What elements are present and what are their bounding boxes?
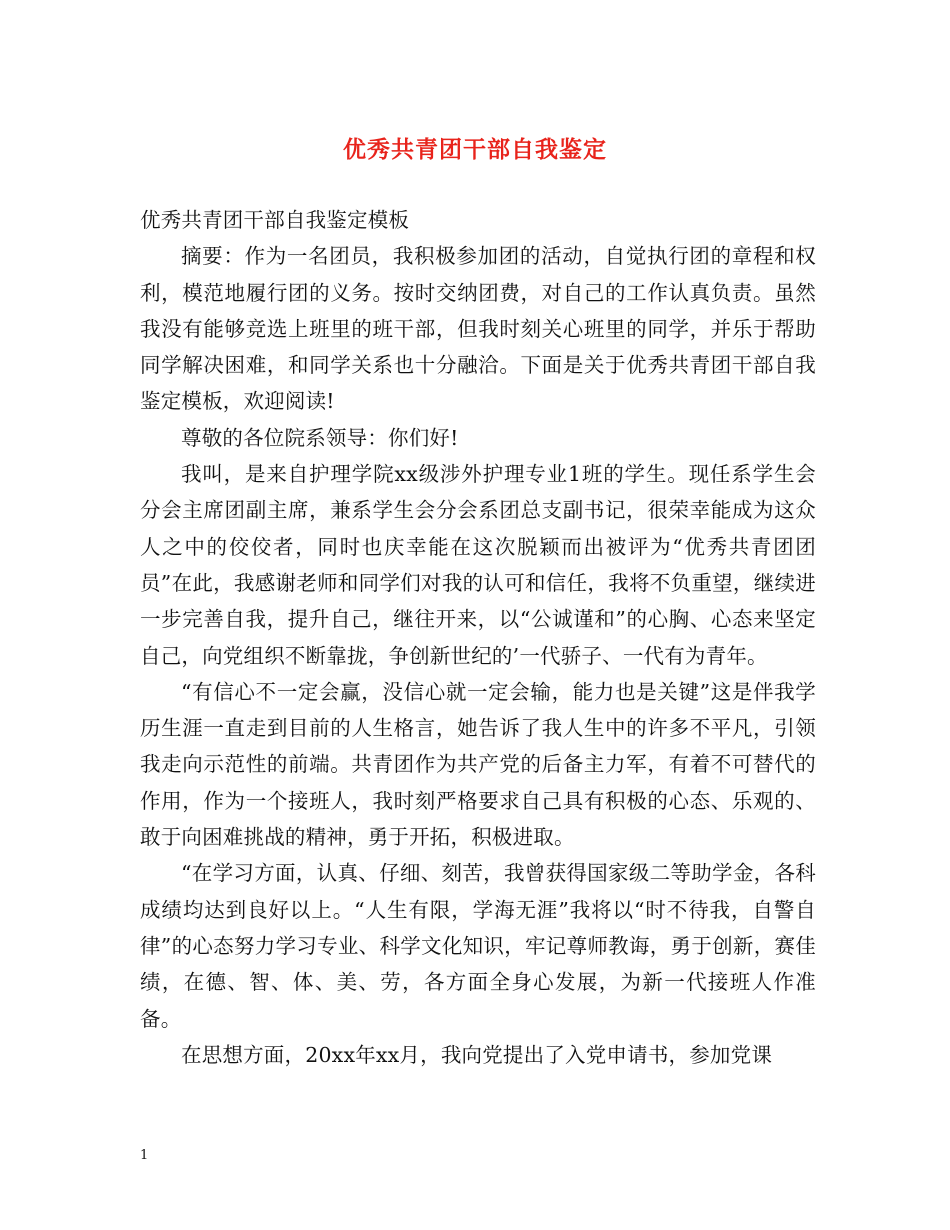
- body-paragraph: 我叫，是来自护理学院xx级涉外护理专业1班的学生。现任系学生会分会主席团副主席，兼系学生会分会系团总支副书记，很荣幸能成为这众人之中的佼佼者，同时也庆幸能在这次脱颖而出被评为“优秀共青团团员”在此，我感谢老师和同学们对我的认可和信任，我将不负重望，继续进一步完善自我，提升自己，继往开来，以“公诚谨和”的心胸、心态来坚定自己，向党组织不断靠拢，争创新世纪的’一代骄子、一代有为青年。: [140, 462, 816, 668]
- document-title: 优秀共青团干部自我鉴定: [343, 137, 607, 163]
- page-number: 1: [140, 1148, 149, 1163]
- abstract-paragraph: 摘要：作为一名团员，我积极参加团的活动，自觉执行团的章程和权利，模范地履行团的义务。按时交纳团费，对自己的工作认真负责。虽然我没有能够竞选上班里的班干部，但我时刻关心班里的同学，并乐于帮助同学解决困难，和同学关系也十分融洽。下面是关于优秀共青团干部自我鉴定模板，欢迎阅读!: [140, 244, 816, 414]
- body-paragraph: “在学习方面，认真、仔细、刻苦，我曾获得国家级二等助学金，各科成绩均达到良好以上。“人生有限，学海无涯”我将以“时不待我，自警自律”的心态努力学习专业、科学文化知识，牢记尊师教诲，勇于创新，赛佳绩，在德、智、体、美、劳，各方面全身心发展，为新一代接班人作准备。: [140, 861, 816, 1031]
- body-paragraph: 在思想方面，20xx年xx月，我向党提出了入党申请书，参加党课: [181, 1042, 773, 1067]
- body-paragraph: “有信心不一定会赢，没信心就一定会输，能力也是关键”这是伴我学历生涯一直走到目前的人生格言，她告诉了我人生中的许多不平凡，引领我走向示范性的前端。共青团作为共产党的后备主力军，有着不可替代的作用，作为一个接班人，我时刻严格要求自己具有积极的心态、乐观的、敢于向困难挑战的精神，勇于开拓，积极进取。: [140, 679, 816, 850]
- document-body: [140, 202, 816, 1073]
- salutation-paragraph: 尊敬的各位院系领导：你们好!: [181, 425, 459, 450]
- subtitle-paragraph: 优秀共青团干部自我鉴定模板: [140, 208, 410, 232]
